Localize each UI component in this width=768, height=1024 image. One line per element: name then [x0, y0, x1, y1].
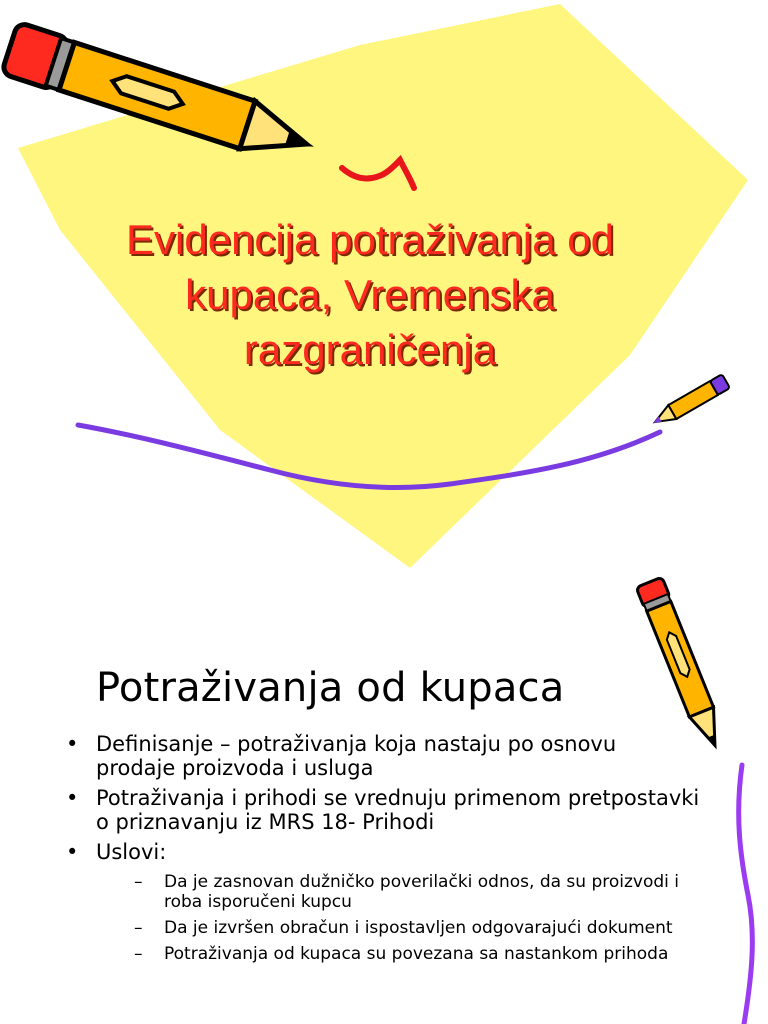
vertical-pencil-icon	[636, 577, 729, 754]
sub-bullet-item: – Da je izvršen obračun i ispostavljen odgovarajući dokument	[130, 918, 700, 938]
sub-bullet-item: – Potraživanja od kupaca su povezana sa nastankom prihoda	[130, 944, 700, 964]
small-pencil-icon	[649, 374, 730, 430]
content-slide	[0, 575, 768, 1024]
sub-bullet-list	[96, 872, 700, 964]
purple-vertical-line	[739, 765, 753, 1024]
bullet-item: • Potraživanja i prihodi se vrednuju primenom pretpostavki o priznavanju iz MRS 18- Prihodi	[60, 786, 700, 834]
bullet-label: Uslovi:	[96, 840, 167, 864]
bullet-item: • Definisanje – potraživanja koja nastaju po osnovu prodaje proizvoda i usluga	[60, 732, 700, 780]
slide-heading: Potraživanja od kupaca	[96, 665, 565, 711]
sub-bullet-item: – Da je zasnovan dužničko poverilački odnos, da su proizvodi i roba isporučeni kupcu	[130, 872, 700, 912]
slide-title: Evidencija potraživanja od kupaca, Vremenska razgraničenja	[126, 216, 614, 373]
bullet-item-conditions	[60, 840, 700, 964]
bullet-list	[60, 732, 700, 970]
